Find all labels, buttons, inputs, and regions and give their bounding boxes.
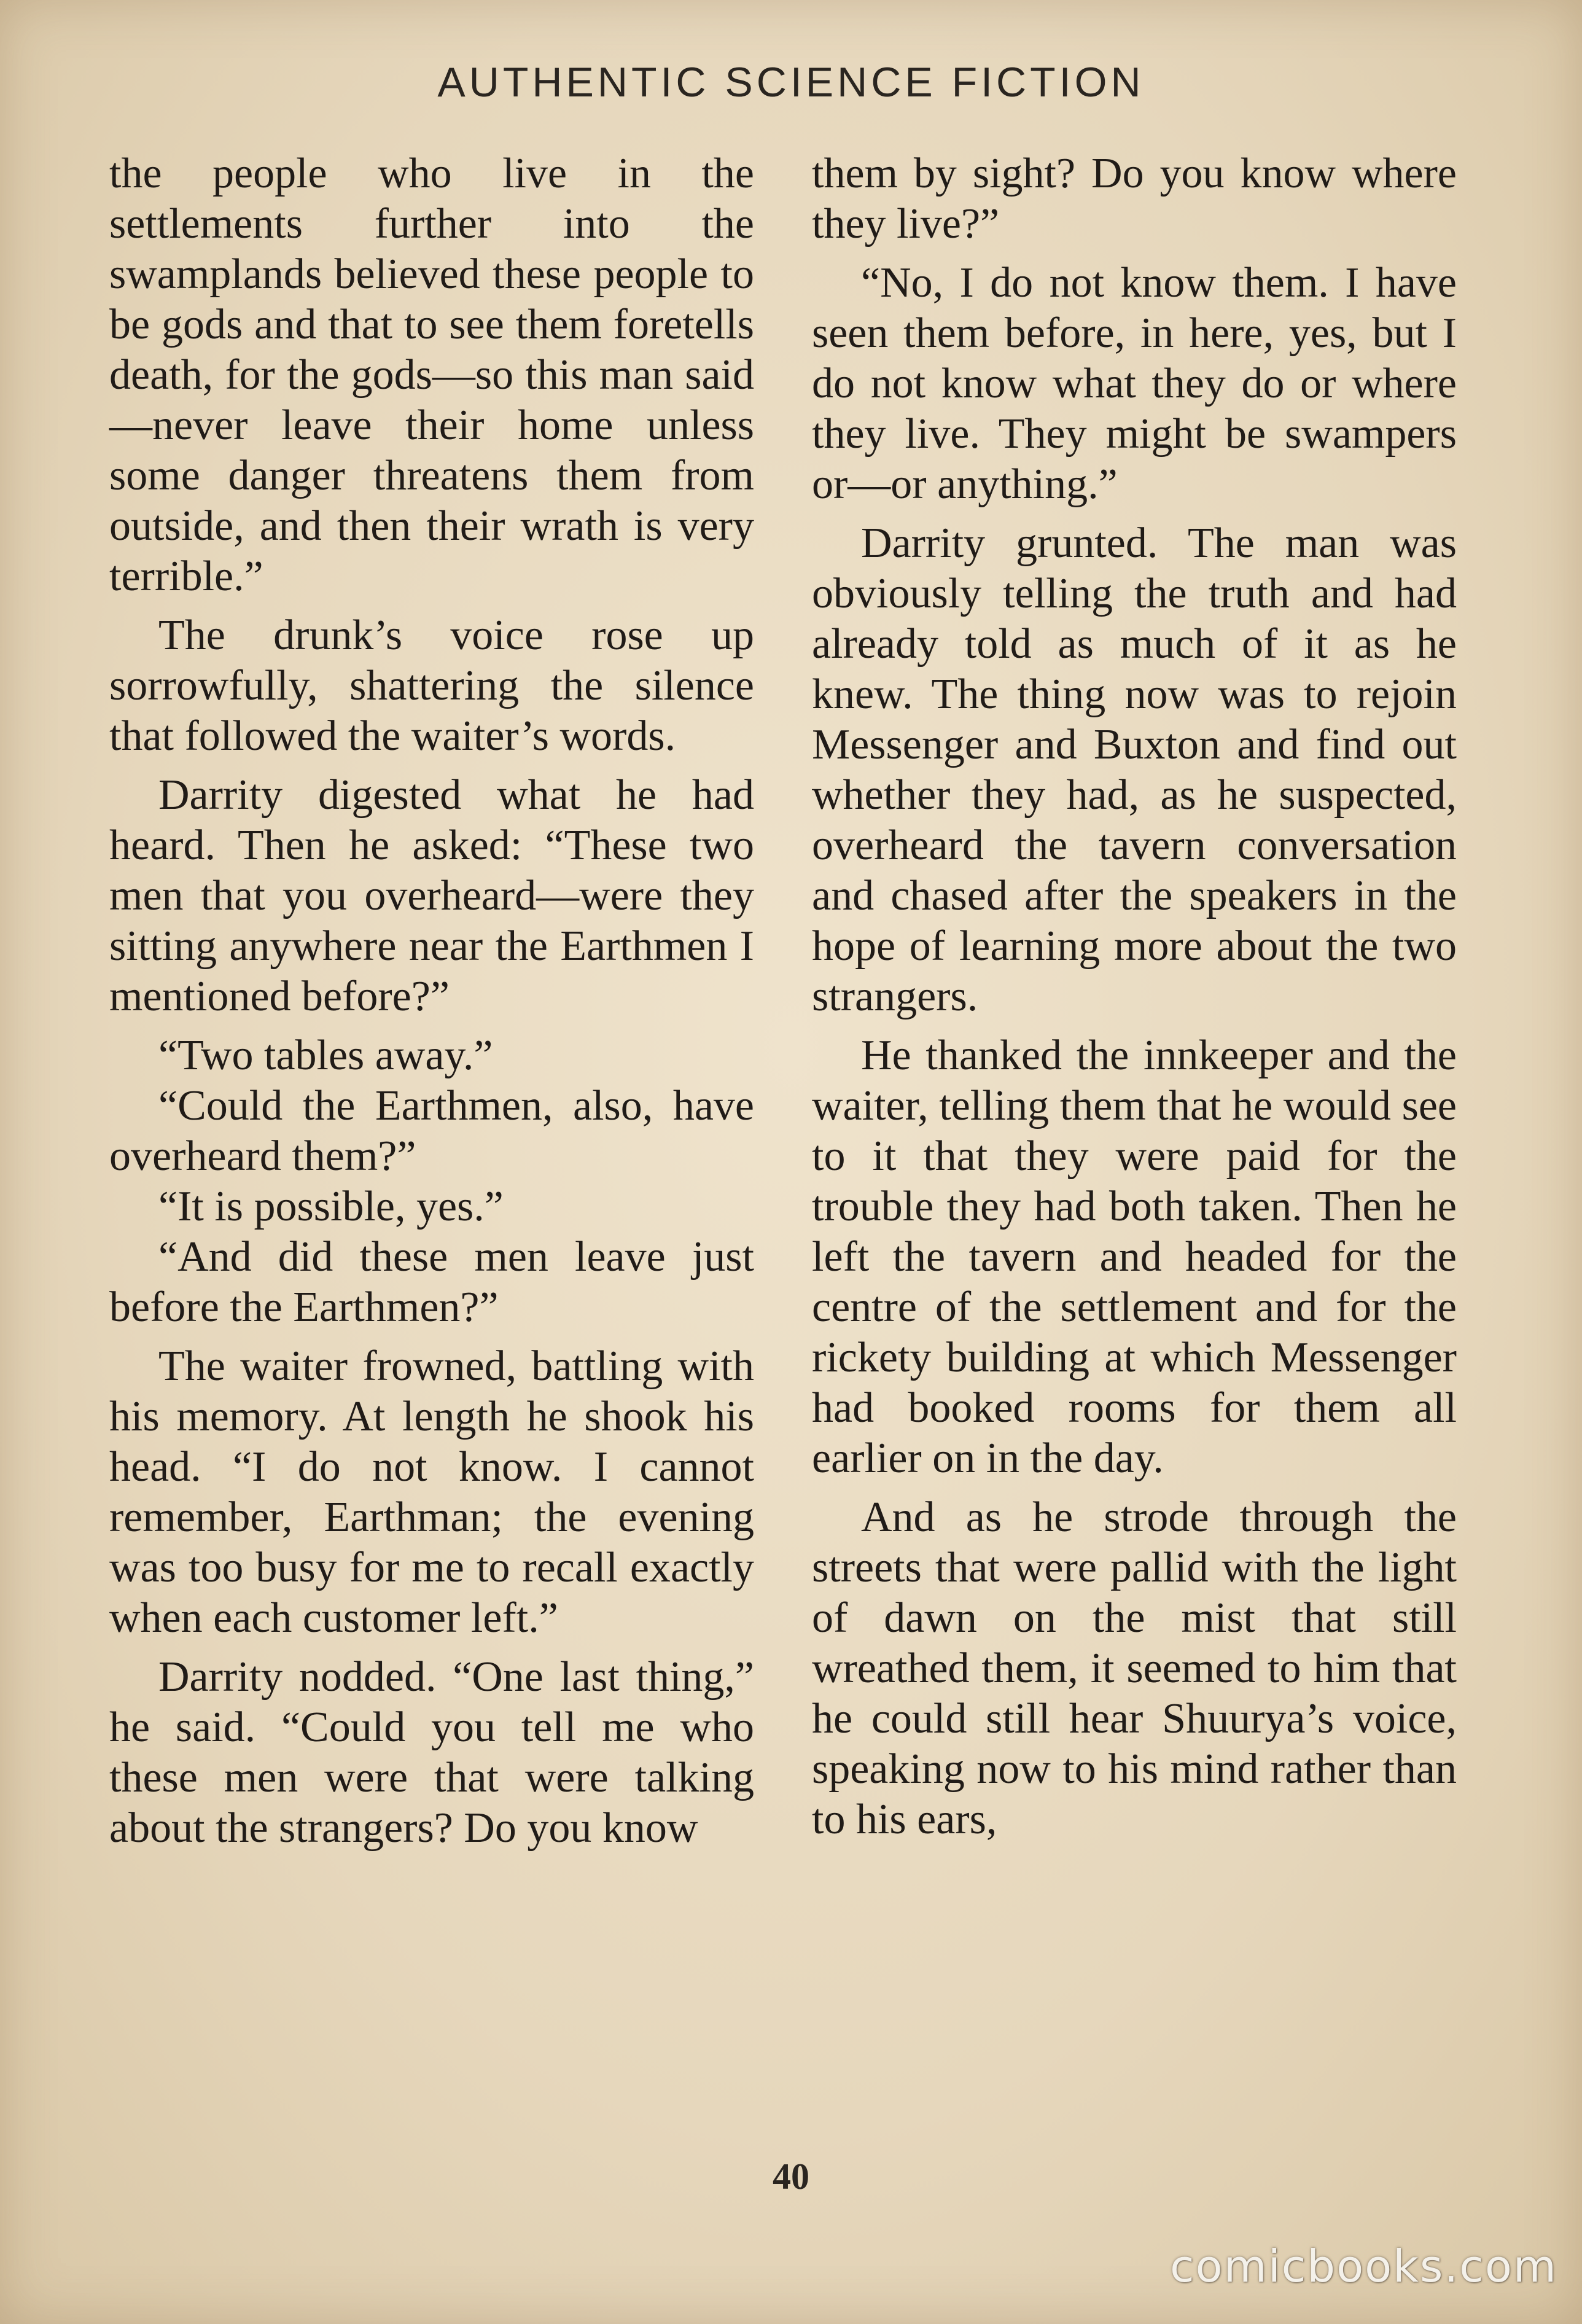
page-number: 40: [773, 2156, 809, 2197]
text-column-left: [109, 149, 754, 1862]
paragraph: The drunk’s voice rose up sorrowfully, shattering the silence that followed the waiter’s words.: [109, 612, 754, 760]
paragraph: “Could the Earthmen, also, have overheard them?”: [109, 1082, 754, 1180]
paragraph: the people who live in the settlements further into the swamplands believed these people to be gods and that to see them foretells death, for the gods—so this man said—never leave their home unless some danger threatens them from outside, and then their wrath is very terrible.”: [109, 150, 754, 600]
paragraph: Darrity digested what he had heard. Then he asked: “These two men that you overheard—were they sitting anywhere near the Earthmen I mentioned before?”: [109, 771, 754, 1020]
paragraph: And as he strode through the streets that were pallid with the light of dawn on the mist that still wreathed them, it seemed to him that he could still hear Shuurya’s voice, speaking now to his mind rather than to his ears,: [812, 1494, 1457, 1843]
paragraph: them by sight? Do you know where they live?”: [812, 150, 1457, 248]
text-column-right: [812, 149, 1457, 1854]
paragraph: He thanked the innkeeper and the waiter, telling them that he would see to it that they were paid for the trouble they had both taken. Then he left the tavern and headed for the centre of the settlement and for the rickety building at which Messenger had booked rooms for them all earlier on in the day.: [812, 1032, 1457, 1482]
paragraph: “Two tables away.”: [158, 1032, 493, 1079]
paragraph: The waiter frowned, battling with his memory. At length he shook his head. “I do not know. I cannot remember, Earthman; the evening was too busy for me to recall exactly when each customer left.”: [109, 1343, 754, 1642]
paragraph: Darrity grunted. The man was obviously telling the truth and had already told as much of it as he knew. The thing now was to rejoin Messenger and Buxton and find out whether they had, as he suspected, overheard the tavern conversation and chased after the speakers in the hope of learning more about the two strangers.: [812, 520, 1457, 1020]
paragraph: “It is possible, yes.”: [158, 1183, 504, 1230]
paragraph: Darrity nodded. “One last thing,” he said. “Could you tell me who these men were that were talking about the strangers? Do you know: [109, 1653, 754, 1852]
running-head: AUTHENTIC SCIENCE FICTION: [437, 59, 1145, 106]
paragraph: “And did these men leave just before the Earthmen?”: [109, 1233, 754, 1331]
watermark: comicbooks.com: [1170, 2240, 1558, 2292]
paragraph: “No, I do not know them. I have seen them before, in here, yes, but I do not know what they do or where they live. They might be swampers or—or anything.”: [812, 259, 1457, 508]
